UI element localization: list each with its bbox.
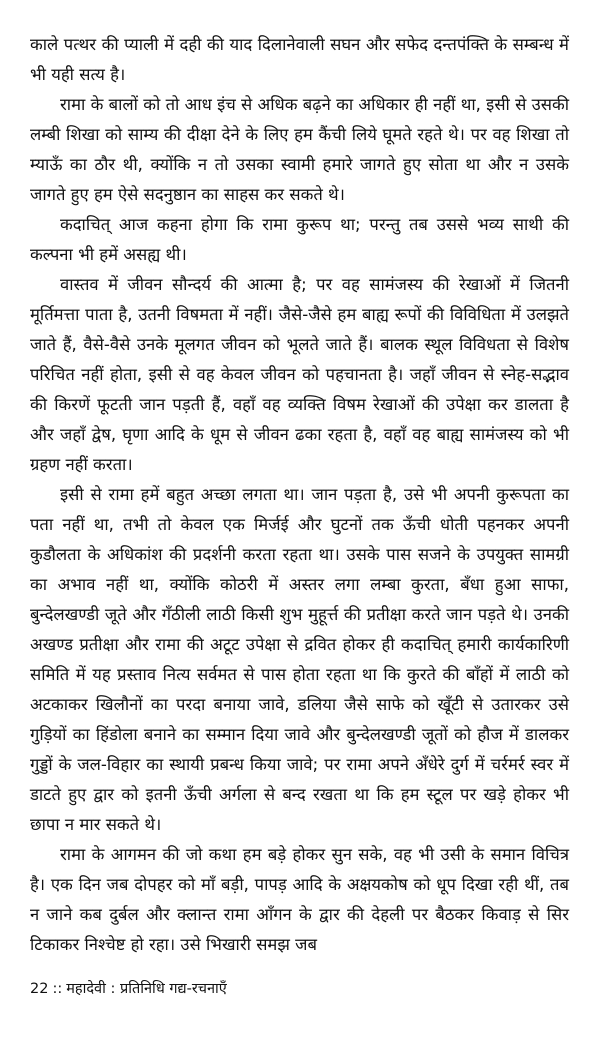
footer-book-title: प्रतिनिधि गद्य-रचनाएँ bbox=[119, 981, 227, 997]
paragraph-5: इसी से रामा हमें बहुत अच्छा लगता था। जान पड़ता है, उसे भी अपनी कुरूपता का पता नहीं था, तभी तो केवल एक मिर्जई और घुटनों तक ऊँची धोती पहनकर अपनी कुडौलता के अधिकांश की प्रदर्शनी करता रहता था। उसके पास सजने के उपयुक्त सामग्री का अभाव नहीं था, क्योंकि कोठरी में अस्तर लगा लम्बा कुरता, बँधा हुआ साफा, बुन्देलखण्डी जूते और गँठीली लाठी किसी शुभ मुहूर्त्त की प्रतीक्षा करते जान पड़ते थे। उनकी अखण्ड प्रतीक्षा और रामा की अटूट उपेक्षा से द्रवित होकर ही कदाचित् हमारी कार्यकारिणी समिति में यह प्रस्ताव नित्य सर्वमत से पास होता रहता था कि कुरते की बाँहों में लाठी को अटकाकर खिलौनों का परदा बनाया जावे, डलिया जैसे साफे को खूँटी से उतारकर उसे गुड़ियों का हिंडोला बनाने का सम्मान दिया जावे और बुन्देलखण्डी जूतों को हौज में डालकर गुड्डों के जल-विहार का स्थायी प्रबन्ध किया जावे; पर रामा अपने अँधेरे दुर्ग में चर्रमर्र स्वर में डाटते हुए द्वार को इतनी ऊँची अर्गला से बन्द रखता था कि हम स्टूल पर खड़े होकर भी छापा न मार सकते थे। bbox=[30, 485, 569, 834]
footer-author: महादेवी : bbox=[66, 981, 116, 997]
paragraph-4: वास्तव में जीवन सौन्दर्य की आत्मा है; पर वह सामंजस्य की रेखाओं में जितनी मूर्तिमत्ता पाता है, उतनी विषमता में नहीं। जैसे-जैसे हम बाह्य रूपों की विविधिता में उलझते जाते हैं, वैसे-वैसे उनके मूलगत जीवन को भूलते जाते हैं। बालक स्थूल विविधता से विशेष परिचित नहीं होता, इसी से वह केवल जीवन को पहचानता है। जहाँ जीवन से स्नेह-सद्भाव की किरणें फूटती जान पड़ती हैं, वहाँ वह व्यक्ति विषम रेखाओं की उपेक्षा कर डालता है और जहाँ द्वेष, घृणा आदि के धूम से जीवन ढका रहता है, वहाँ वह बाह्य सामंजस्य को भी ग्रहण नहीं करता। bbox=[30, 275, 569, 474]
page-footer bbox=[30, 978, 227, 1000]
footer-separator: :: bbox=[52, 981, 63, 997]
paragraph-2: रामा के बालों को तो आध इंच से अधिक बढ़ने का अधिकार ही नहीं था, इसी से उसकी लम्बी शिखा को साम्य की दीक्षा देने के लिए हम कैंची लिये घूमते रहते थे। पर वह शिखा तो म्याऊँ का ठौर थी, क्योंकि न तो उसका स्वामी हमारे जागते हुए सोता था और न उसके जागते हुए हम ऐसे सदनुष्ठान का साहस कर सकते थे। bbox=[30, 95, 569, 204]
paragraph-3: कदाचित् आज कहना होगा कि रामा कुरूप था; परन्तु तब उससे भव्य साथी की कल्पना भी हमें असह्य थी। bbox=[30, 215, 569, 264]
body-text bbox=[30, 30, 569, 960]
page-number: 22 bbox=[30, 981, 49, 997]
paragraph-1: काले पत्थर की प्याली में दही की याद दिलानेवाली सघन और सफेद दन्तपंक्ति के सम्बन्ध में भी यही सत्य है। bbox=[30, 35, 569, 84]
paragraph-6: रामा के आगमन की जो कथा हम बड़े होकर सुन सके, वह भी उसी के समान विचित्र है। एक दिन जब दोपहर को माँ बड़ी, पापड़ आदि के अक्षयकोष को धूप दिखा रही थीं, तब न जाने कब दुर्बल और क्लान्त रामा आँगन के द्वार की देहली पर बैठकर किवाड़ से सिर टिकाकर निश्चेष्ट हो रहा। उसे भिखारी समझ जब bbox=[30, 845, 569, 954]
